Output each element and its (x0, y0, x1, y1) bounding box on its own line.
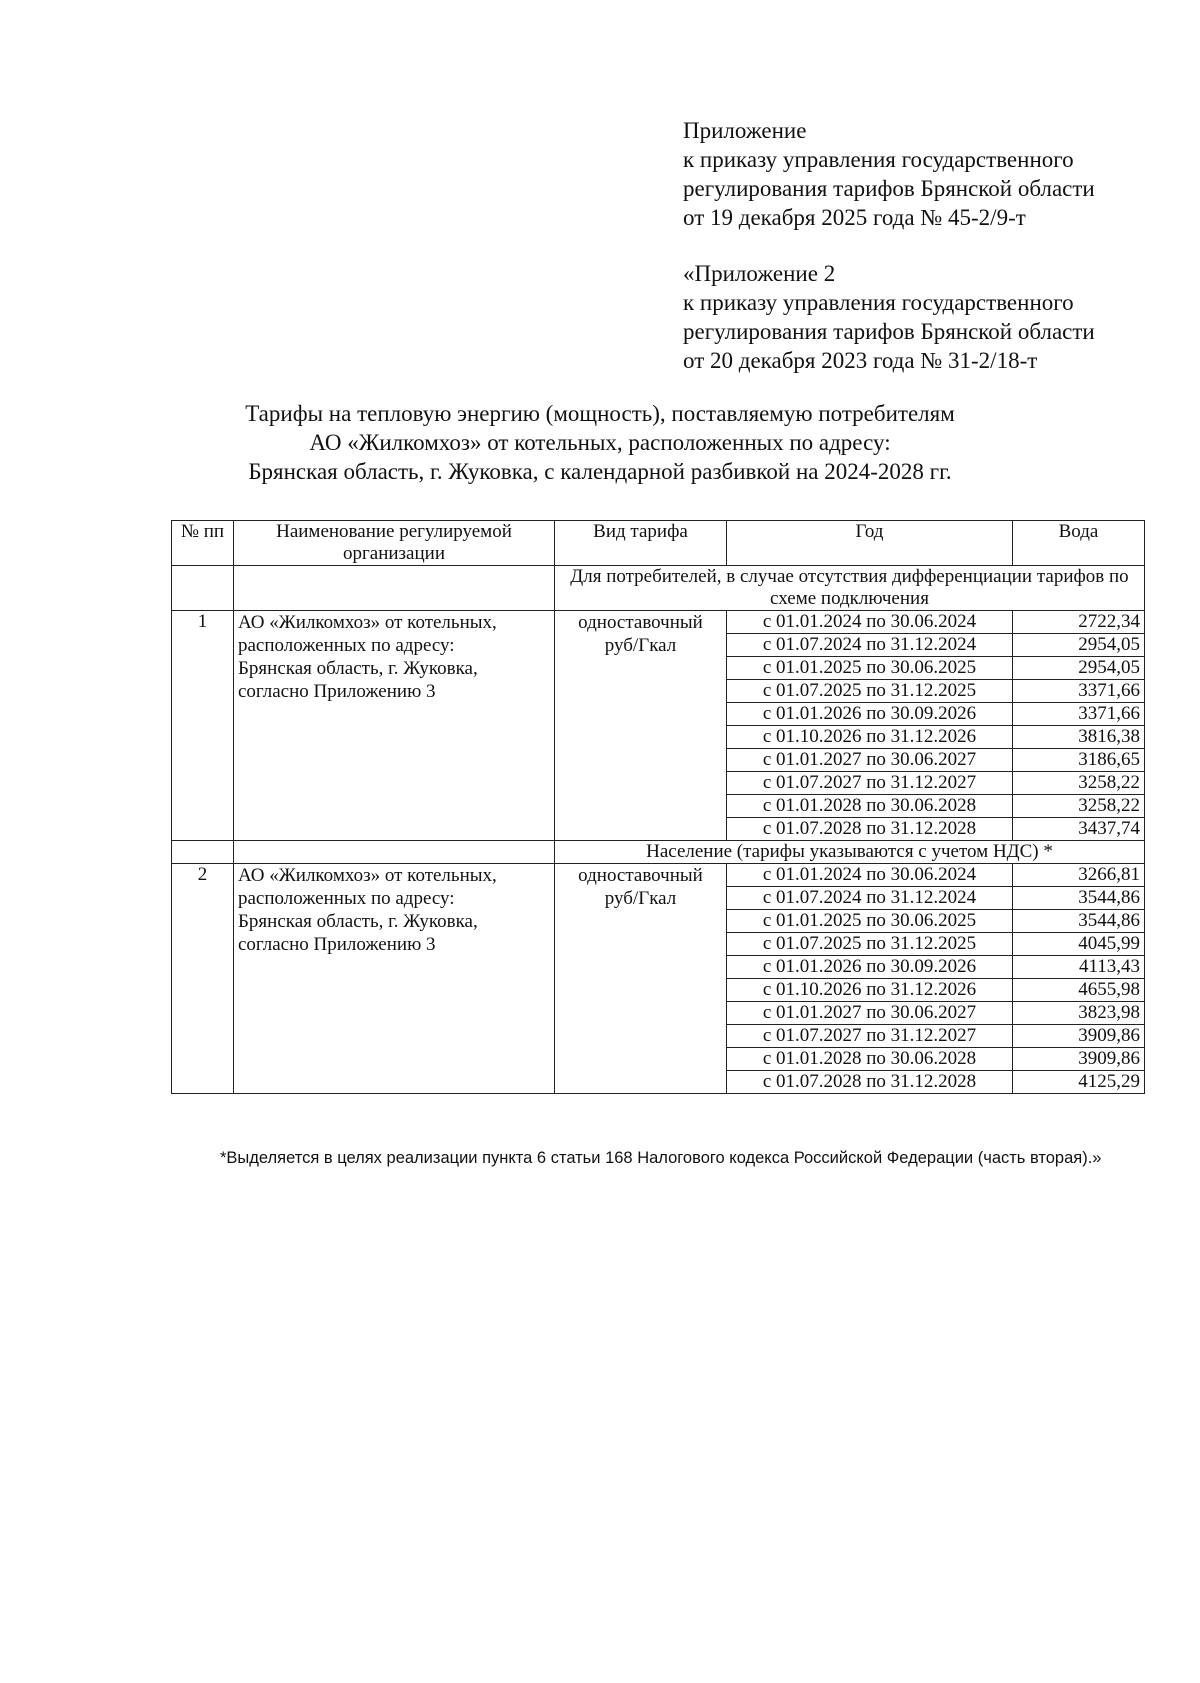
empty-cell (234, 566, 555, 611)
tariff-value-cell: 3437,74 (1013, 818, 1145, 841)
tariff-type-line: одноставочный (578, 865, 703, 886)
appendix-line: от 19 декабря 2025 года № 45-2/9-т (683, 205, 1026, 230)
period-cell: с 01.07.2027 по 31.12.2027 (727, 772, 1013, 795)
section-note: Население (тарифы указываются с учетом НДС) * (555, 841, 1145, 864)
period-cell: с 01.01.2025 по 30.06.2025 (727, 910, 1013, 933)
period-cell: с 01.07.2028 по 31.12.2028 (727, 818, 1013, 841)
tariff-value-cell: 3371,66 (1013, 680, 1145, 703)
tariff-type (555, 611, 727, 841)
tariff-value-cell: 4113,43 (1013, 956, 1145, 979)
document-title (150, 399, 1050, 486)
tariff-value-cell: 3909,86 (1013, 1048, 1145, 1071)
appendix-line: регулирования тарифов Брянской области (683, 319, 1095, 344)
organization-line: расположенных по адресу: (238, 888, 455, 909)
period-cell: с 01.01.2024 по 30.06.2024 (727, 864, 1013, 887)
section-note-row (172, 841, 1145, 864)
period-cell: с 01.01.2026 по 30.09.2026 (727, 703, 1013, 726)
tariff-type (555, 864, 727, 1094)
organization-name (234, 611, 555, 841)
period-cell: с 01.07.2027 по 31.12.2027 (727, 1025, 1013, 1048)
tariff-value-cell: 3258,22 (1013, 772, 1145, 795)
tariff-value-cell: 4045,99 (1013, 933, 1145, 956)
tariff-value-cell: 3186,65 (1013, 749, 1145, 772)
empty-cell (172, 841, 234, 864)
organization-line: согласно Приложению 3 (238, 681, 436, 702)
appendix-line: к приказу управления государственного (683, 290, 1074, 315)
tariff-value-cell: 3544,86 (1013, 910, 1145, 933)
period-cell: с 01.01.2027 по 30.06.2027 (727, 1002, 1013, 1025)
organization-line: согласно Приложению 3 (238, 934, 436, 955)
tariff-value-cell: 2954,05 (1013, 657, 1145, 680)
period-cell: с 01.07.2025 по 31.12.2025 (727, 680, 1013, 703)
period-cell: с 01.07.2024 по 31.12.2024 (727, 887, 1013, 910)
empty-cell (234, 841, 555, 864)
tariff-value-cell: 4125,29 (1013, 1071, 1145, 1094)
title-line: АО «Жилкомхоз» от котельных, расположенных по адресу: (309, 430, 891, 455)
tariff-type-line: одноставочный (578, 612, 703, 633)
period-cell: с 01.01.2025 по 30.06.2025 (727, 657, 1013, 680)
period-cell: с 01.01.2026 по 30.09.2026 (727, 956, 1013, 979)
header-water: Вода (1013, 521, 1145, 566)
period-cell: с 01.01.2028 по 30.06.2028 (727, 1048, 1013, 1071)
empty-cell (172, 566, 234, 611)
tariff-value-cell: 3258,22 (1013, 795, 1145, 818)
table-row (172, 864, 1145, 887)
header-tariff-type: Вид тарифа (555, 521, 727, 566)
tariff-value-cell: 4655,98 (1013, 979, 1145, 1002)
organization-line: расположенных по адресу: (238, 635, 455, 656)
tariff-value-cell: 3266,81 (1013, 864, 1145, 887)
header-year: Год (727, 521, 1013, 566)
tariff-value-cell: 3823,98 (1013, 1002, 1145, 1025)
tariff-value-cell: 3371,66 (1013, 703, 1145, 726)
row-number: 1 (172, 611, 234, 841)
period-cell: с 01.01.2028 по 30.06.2028 (727, 795, 1013, 818)
section-note: Для потребителей, в случае отсутствия дифференциации тарифов по схеме подключения (555, 566, 1145, 611)
period-cell: с 01.07.2028 по 31.12.2028 (727, 1071, 1013, 1094)
tariff-value-cell: 3909,86 (1013, 1025, 1145, 1048)
title-line: Брянская область, г. Жуковка, с календарной разбивкой на 2024-2028 гг. (248, 459, 952, 484)
section-note-row (172, 566, 1145, 611)
period-cell: с 01.10.2026 по 31.12.2026 (727, 979, 1013, 1002)
period-cell: с 01.01.2027 по 30.06.2027 (727, 749, 1013, 772)
footnote: *Выделяется в целях реализации пункта 6 статьи 168 Налогового кодекса Российской Федерации (часть вторая).» (220, 1149, 1102, 1167)
period-cell: с 01.07.2024 по 31.12.2024 (727, 634, 1013, 657)
organization-line: Брянская область, г. Жуковка, (238, 658, 478, 679)
appendix-header-original (683, 259, 1163, 375)
appendix-line: «Приложение 2 (683, 261, 836, 286)
period-cell: с 01.01.2024 по 30.06.2024 (727, 611, 1013, 634)
title-line: Тарифы на тепловую энергию (мощность), поставляемую потребителям (245, 401, 955, 426)
period-cell: с 01.07.2025 по 31.12.2025 (727, 933, 1013, 956)
organization-line: Брянская область, г. Жуковка, (238, 911, 478, 932)
header-organization: Наименование регулируемой организации (234, 521, 555, 566)
organization-line: АО «Жилкомхоз» от котельных, (238, 612, 497, 633)
header-num: № пп (172, 521, 234, 566)
organization-name (234, 864, 555, 1094)
appendix-line: Приложение (683, 118, 807, 143)
tariff-value-cell: 3816,38 (1013, 726, 1145, 749)
tariff-value-cell: 3544,86 (1013, 887, 1145, 910)
appendix-line: к приказу управления государственного (683, 147, 1074, 172)
tariff-type-line: руб/Гкал (604, 888, 677, 909)
appendix-line: регулирования тарифов Брянской области (683, 176, 1095, 201)
table-row (172, 611, 1145, 634)
row-number: 2 (172, 864, 234, 1094)
period-cell: с 01.10.2026 по 31.12.2026 (727, 726, 1013, 749)
organization-line: АО «Жилкомхоз» от котельных, (238, 865, 497, 886)
tariff-value-cell: 2954,05 (1013, 634, 1145, 657)
appendix-header-current (683, 116, 1163, 232)
tariff-value-cell: 2722,34 (1013, 611, 1145, 634)
table-header-row (172, 521, 1145, 566)
tariff-type-line: руб/Гкал (604, 635, 677, 656)
appendix-line: от 20 декабря 2023 года № 31-2/18-т (683, 348, 1038, 373)
tariff-table (171, 520, 1145, 1094)
